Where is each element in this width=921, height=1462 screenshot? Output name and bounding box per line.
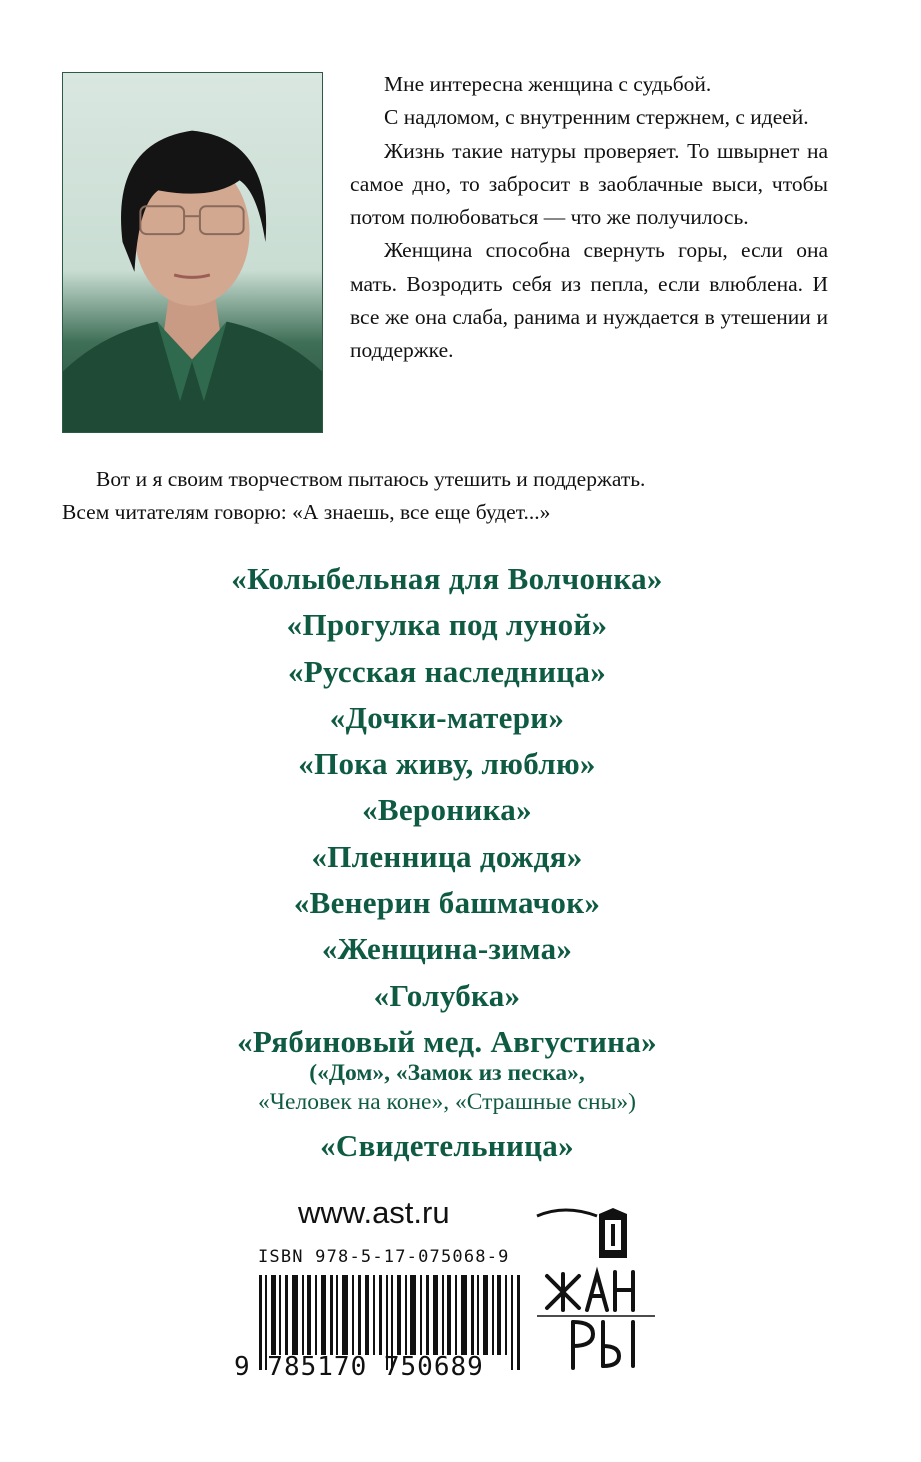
book-subtitle: («Дом», «Замок из песка», [309, 1060, 585, 1087]
closing-text [62, 463, 832, 530]
book-title: «Пленница дождя» [311, 838, 583, 874]
book-title: «Вероника» [362, 792, 532, 828]
intro-paragraph: Жизнь такие натуры проверяет. То швырнет на самое дно, то забросит в заоблачные выси, чтобы потом полюбоваться — что же получилось. [350, 138, 828, 230]
book-title: «Дочки-матери» [329, 699, 565, 735]
book-title: «Русская наследница» [287, 653, 607, 689]
book-title: «Рябиновый мед. Августина» [237, 1023, 657, 1059]
book-list [62, 556, 832, 1170]
book-title: «Женщина-зима» [321, 931, 573, 967]
book-title: «Венерин башмачок» [293, 885, 601, 921]
book-title: «Голубка» [373, 977, 521, 1013]
publisher-logo-icon [535, 1200, 660, 1390]
intro-paragraph: Мне интересна женщина с судьбой. [384, 72, 712, 96]
book-title: «Свидетельница» [320, 1128, 574, 1164]
closing-line: Вот и я своим творчеством пытаюсь утешить и поддержать. [96, 467, 646, 491]
isbn-number: ISBN 978-5-17-075068-9 [258, 1247, 510, 1267]
book-title: «Прогулка под луной» [286, 607, 608, 643]
closing-line: Всем читателям говорю: «А знаешь, все еще будет...» [62, 500, 551, 525]
intro-text [350, 68, 828, 368]
intro-paragraph: С надломом, с внутренним стержнем, с идеей. [384, 105, 809, 130]
book-title: «Колыбельная для Волчонка» [231, 561, 663, 596]
author-photo [62, 72, 323, 433]
book-title: «Пока живу, люблю» [298, 746, 596, 782]
intro-paragraph: Женщина способна свернуть горы, если она мать. Возродить себя из пепла, если влюблена. И все же она слаба, ранима и нуждается в утешении и поддержке. [350, 238, 828, 363]
book-subtitle: «Человек на коне», «Страшные сны») [258, 1089, 636, 1116]
website-url: www.ast.ru [298, 1195, 450, 1230]
barcode-digits: 9 785170 750689 [234, 1352, 484, 1382]
